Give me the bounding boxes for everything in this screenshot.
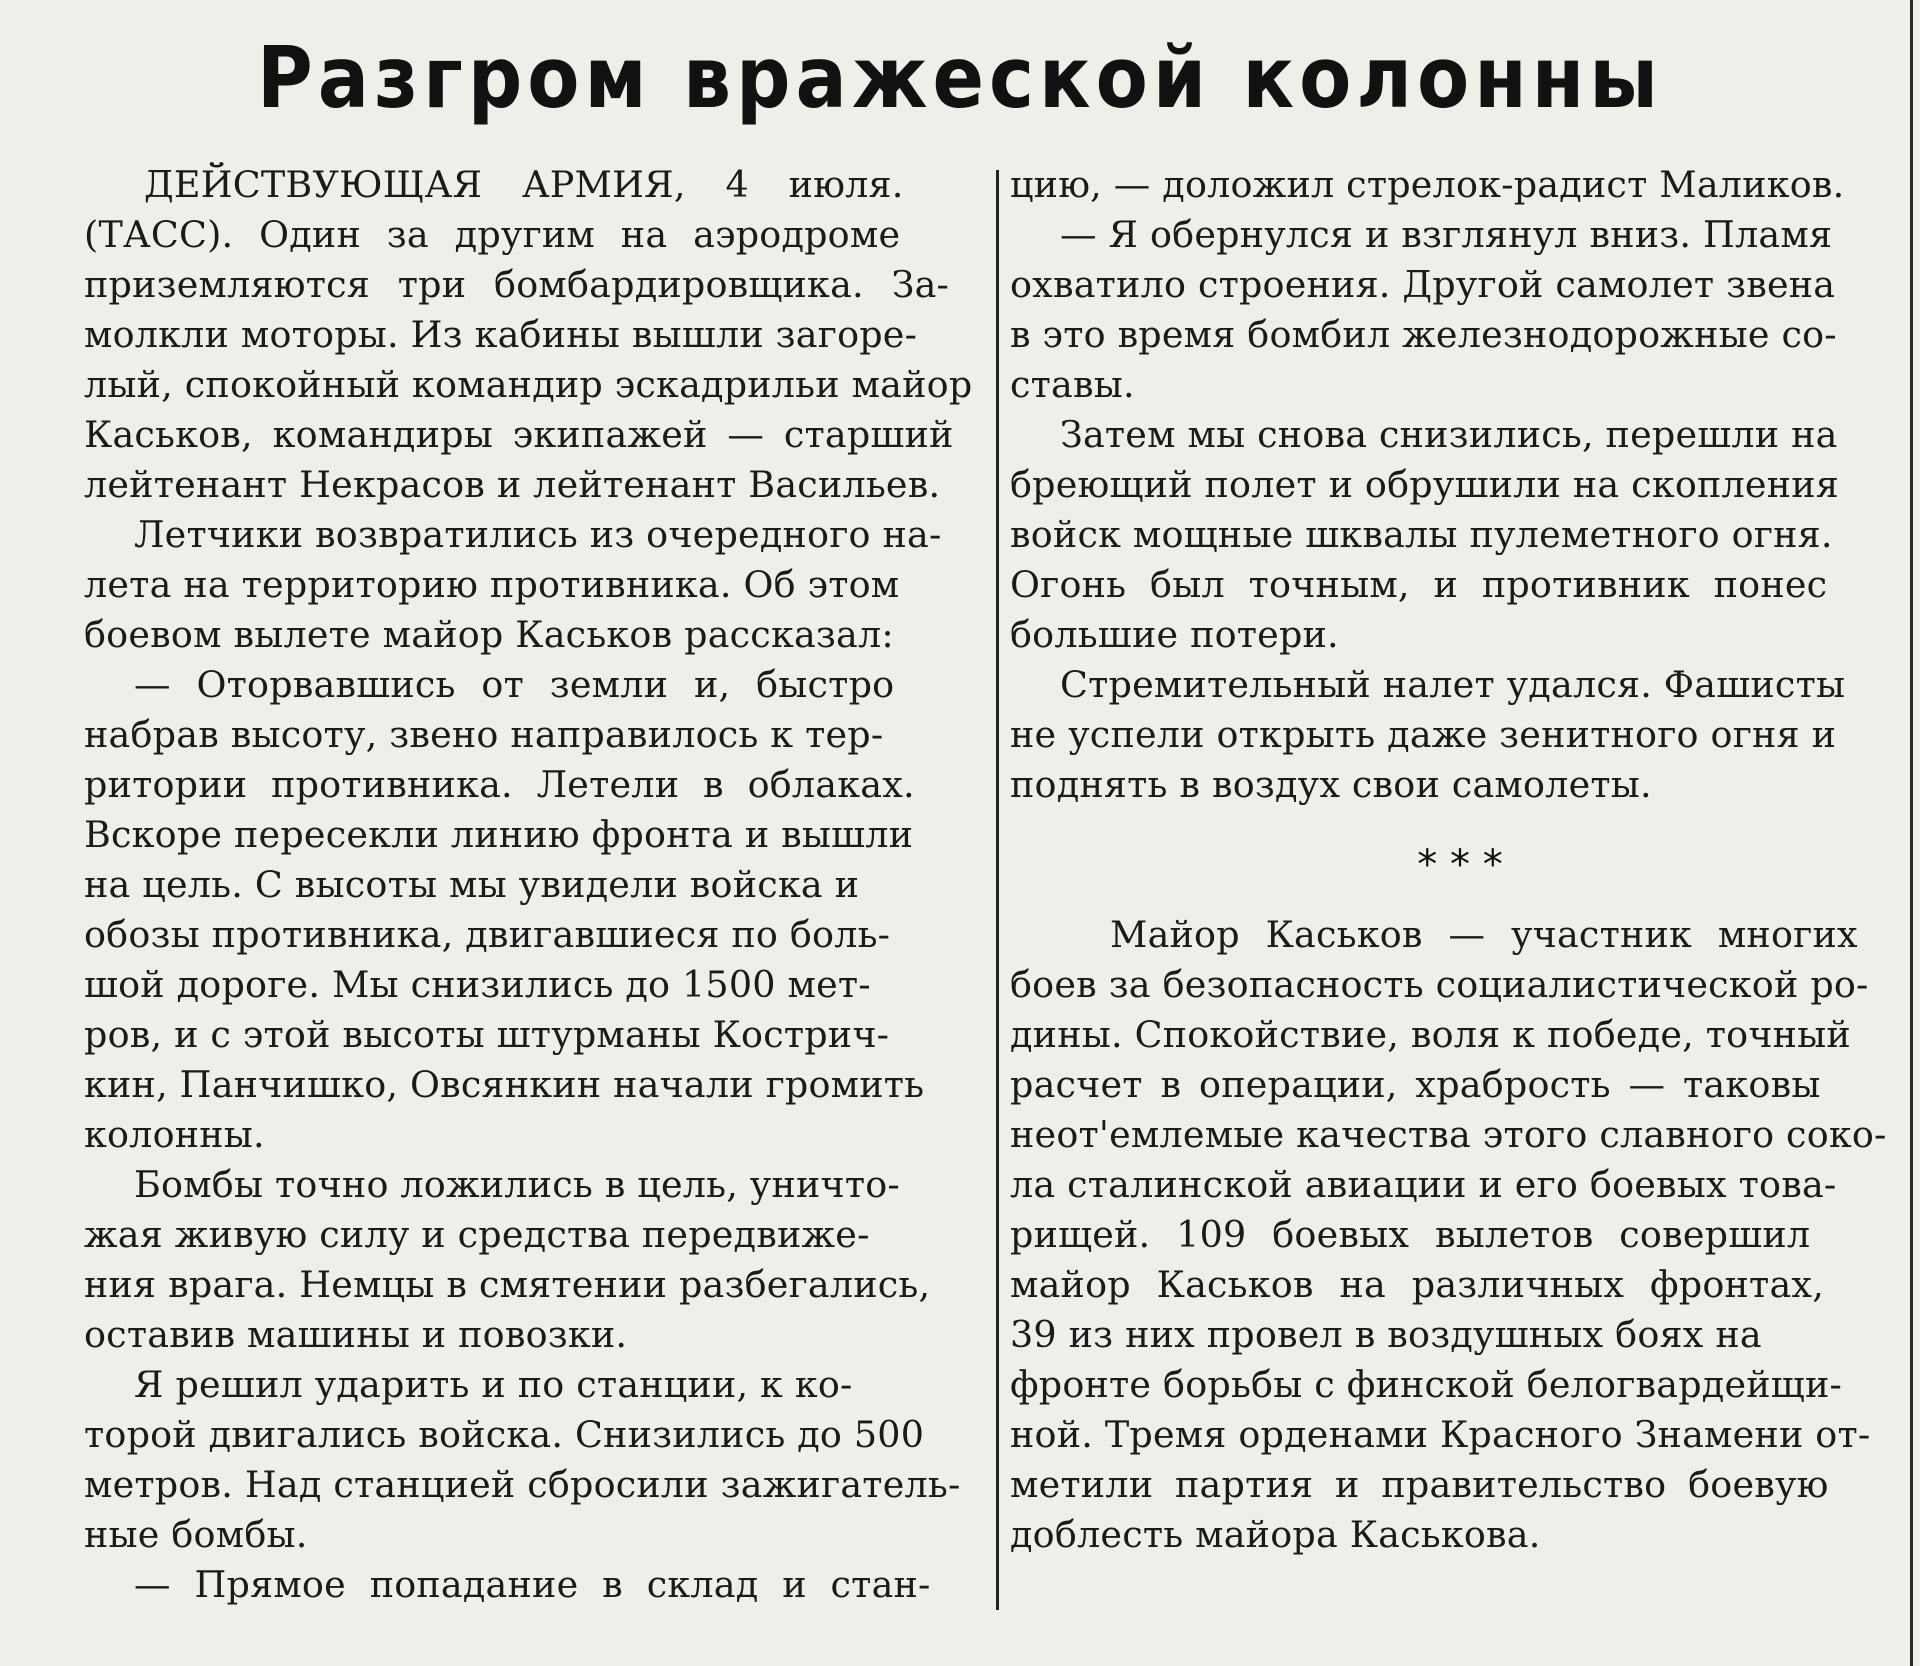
text-line: войск мощные шквалы пулеметного огня. [1010,513,1833,556]
section-separator-asterisks: * * * [1417,842,1503,888]
text-line: жая живую силу и средства передвиже- [84,1213,870,1256]
text-line: охватило строения. Другой самолет звена [1010,263,1836,306]
text-line: Я решил ударить и по станции, к ко- [134,1363,853,1406]
text-line: в это время бомбил железнодорожные со- [1010,313,1837,356]
text-line: лета на территорию противника. Об этом [84,563,900,606]
text-line: доблесть майора Каськова. [1010,1513,1541,1556]
text-line: ставы. [1010,363,1135,406]
text-line: обозы противника, двигавшиеся по боль- [84,913,891,956]
text-line: ров, и с этой высоты штурманы Кострич- [84,1013,890,1056]
text-line: на цель. С высоты мы увидели войска и [84,863,860,906]
text-line: набрав высоту, звено направилось к тер- [84,713,884,756]
text-line: неот'емлемые качества этого славного соко- [1010,1113,1887,1156]
text-line: Майор Каськов — участник многих [1110,913,1858,956]
text-line: Каськов, командиры экипажей — старший [84,413,954,456]
text-line: дины. Спокойствие, воля к победе, точный [1010,1013,1851,1056]
text-line: (ТАСС). Один за другим на аэродроме [84,213,901,256]
text-line: молкли моторы. Из кабины вышли загоре- [84,313,918,356]
text-line: поднять в воздух свои самолеты. [1010,763,1652,806]
text-line: — Я обернулся и взглянул вниз. Пламя [1060,213,1833,256]
text-line: лейтенант Некрасов и лейтенант Васильев. [84,463,941,506]
text-line: Стремительный налет удался. Фашисты [1060,663,1846,706]
text-line: боев за безопасность социалистической ро- [1010,963,1869,1006]
text-line: Огонь был точным, и противник понес [1010,563,1828,606]
left-column [84,160,984,1610]
text-line: Вскоре пересекли линию фронта и вышли [84,813,914,856]
text-line: лый, спокойный командир эскадрильи майор [84,363,973,406]
text-line: майор Каськов на различных фронтах, [1010,1263,1824,1306]
text-line: большие потери. [1010,613,1339,656]
column-divider [996,170,999,1610]
text-line: Затем мы снова снизились, перешли на [1060,413,1838,456]
text-line: Бомбы точно ложились в цель, уничто- [134,1163,900,1206]
text-line: ной. Тремя орденами Красного Знамени от- [1010,1413,1871,1456]
text-line: расчет в операции, храбрость — таковы [1010,1063,1821,1106]
text-line: Летчики возвратились из очередного на- [134,513,942,556]
text-line: — Прямое попадание в склад и стан- [134,1563,931,1606]
page-edge-rule [1910,0,1913,1666]
text-line: бреющий полет и обрушили на скопления [1010,463,1840,506]
text-line: торой двигались войска. Снизились до 500 [84,1413,925,1456]
text-line: цию, — доложил стрелок-радист Маликов. [1010,163,1845,206]
text-line: приземляются три бомбардировщика. За- [84,263,950,306]
text-line: рищей. 109 боевых вылетов совершил [1010,1213,1811,1256]
text-line: кин, Панчишко, Овсянкин начали громить [84,1063,925,1106]
text-line: не успели открыть даже зенитного огня и [1010,713,1837,756]
text-line: ния врага. Немцы в смятении разбегались, [84,1263,931,1306]
text-line: оставив машины и повозки. [84,1313,628,1356]
text-line: — Оторвавшись от земли и, быстро [134,663,895,706]
text-line: боевом вылете майор Каськов рассказал: [84,613,894,656]
text-line: ДЕЙСТВУЮЩАЯ АРМИЯ, 4 июля. [144,163,904,206]
text-line: метров. Над станцией сбросили зажигатель- [84,1463,961,1506]
article-headline: Разгром вражеской колонны [257,27,1663,128]
text-line: ла сталинской авиации и его боевых това- [1010,1163,1837,1206]
text-line: 39 из них провел в воздушных боях на [1010,1313,1762,1356]
text-line: ные бомбы. [84,1513,308,1556]
text-line: ритории противника. Летели в облаках. [84,763,915,806]
text-line: шой дороге. Мы снизились до 1500 мет- [84,963,871,1006]
text-line: фронте борьбы с финской белогвардейщи- [1010,1363,1843,1406]
text-line: колонны. [84,1113,265,1156]
text-line: метили партия и правительство боевую [1010,1463,1829,1506]
